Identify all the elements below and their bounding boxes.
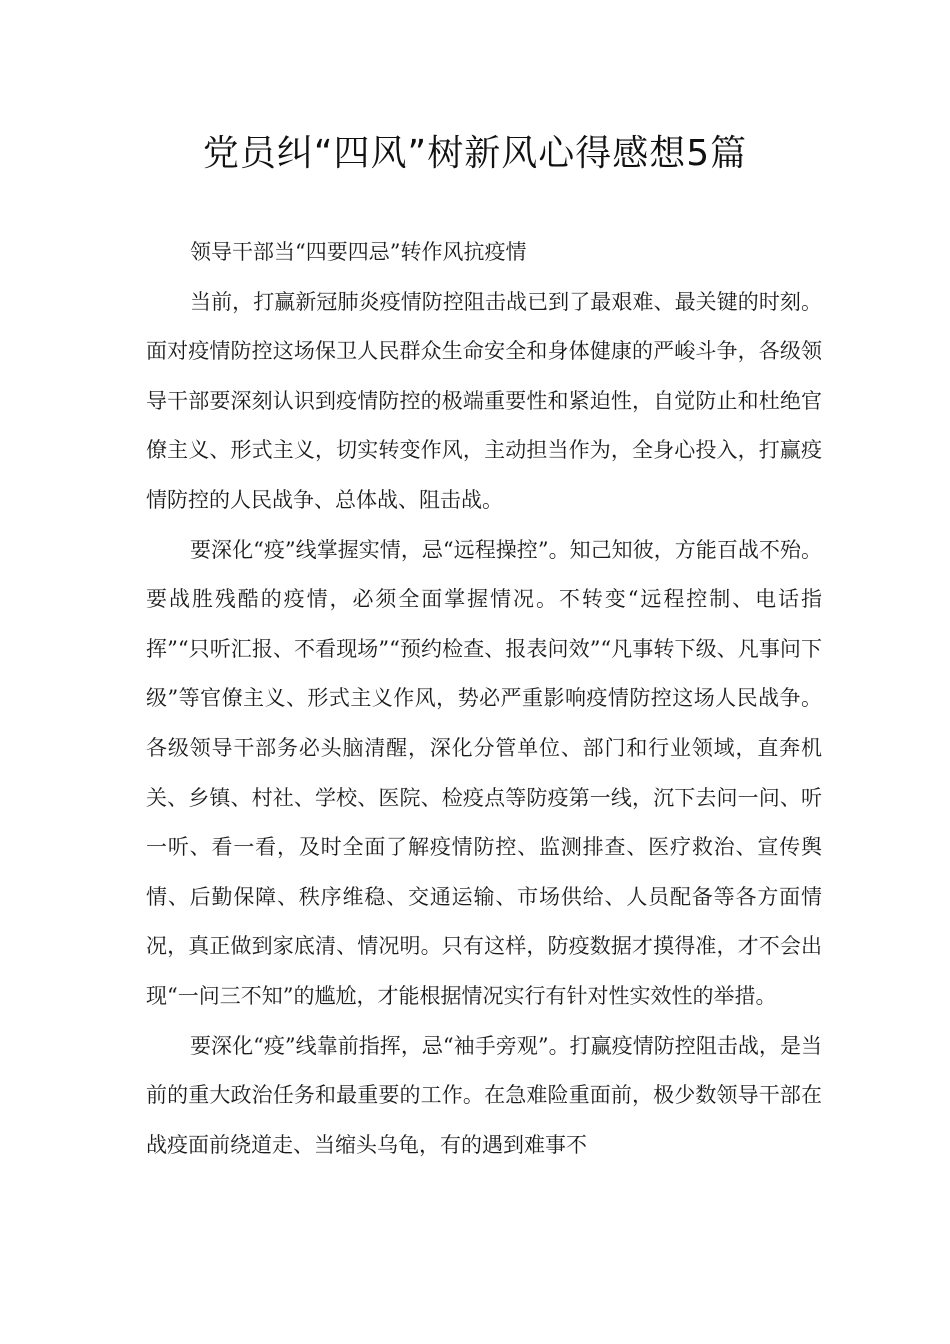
body-paragraph: 要深化“疫”线靠前指挥，忌“袖手旁观”。打赢疫情防控阻击战，是当前的重大政治任务和最重要的工作。在急难险重面前，极少数领导干部在战疫面前绕道走、当缩头乌龟，有的遇到难事不 <box>146 1033 822 1157</box>
document-title: 党员纠“四风”树新风心得感想5篇 <box>202 133 748 174</box>
section-heading: 领导干部当“四要四忌”转作风抗疫情 <box>190 240 527 264</box>
body-paragraph: 当前，打赢新冠肺炎疫情防控阻击战已到了最艰难、最关键的时刻。面对疫情防控这场保卫人民群众生命安全和身体健康的严峻斗争，各级领导干部要深刻认识到疫情防控的极端重要性和紧迫性，自觉防止和杜绝官僚主义、形式主义，切实转变作风，主动担当作为，全身心投入，打赢疫情防控的人民战争、总体战、阻击战。 <box>146 289 822 512</box>
body-paragraph: 要深化“疫”线掌握实情，忌“远程操控”。知己知彼，方能百战不殆。要战胜残酷的疫情，必须全面掌握情况。不转变“远程控制、电话指挥”“只听汇报、不看现场”“预约检查、报表问效”“凡事转下级、凡事问下级”等官僚主义、形式主义作风，势必严重影响疫情防控这场人民战争。各级领导干部务必头脑清醒，深化分管单位、部门和行业领域，直奔机关、乡镇、村社、学校、医院、检疫点等防疫第一线，沉下去问一问、听一听、看一看，及时全面了解疫情防控、监测排查、医疗救治、宣传舆情、后勤保障、秩序维稳、交通运输、市场供给、人员配备等各方面情况，真正做到家底清、情况明。只有这样，防疫数据才摸得准，才不会出现“一问三不知”的尴尬，才能根据情况实行有针对性实效性的举措。 <box>146 537 822 1008</box>
document-body <box>146 228 822 1170</box>
